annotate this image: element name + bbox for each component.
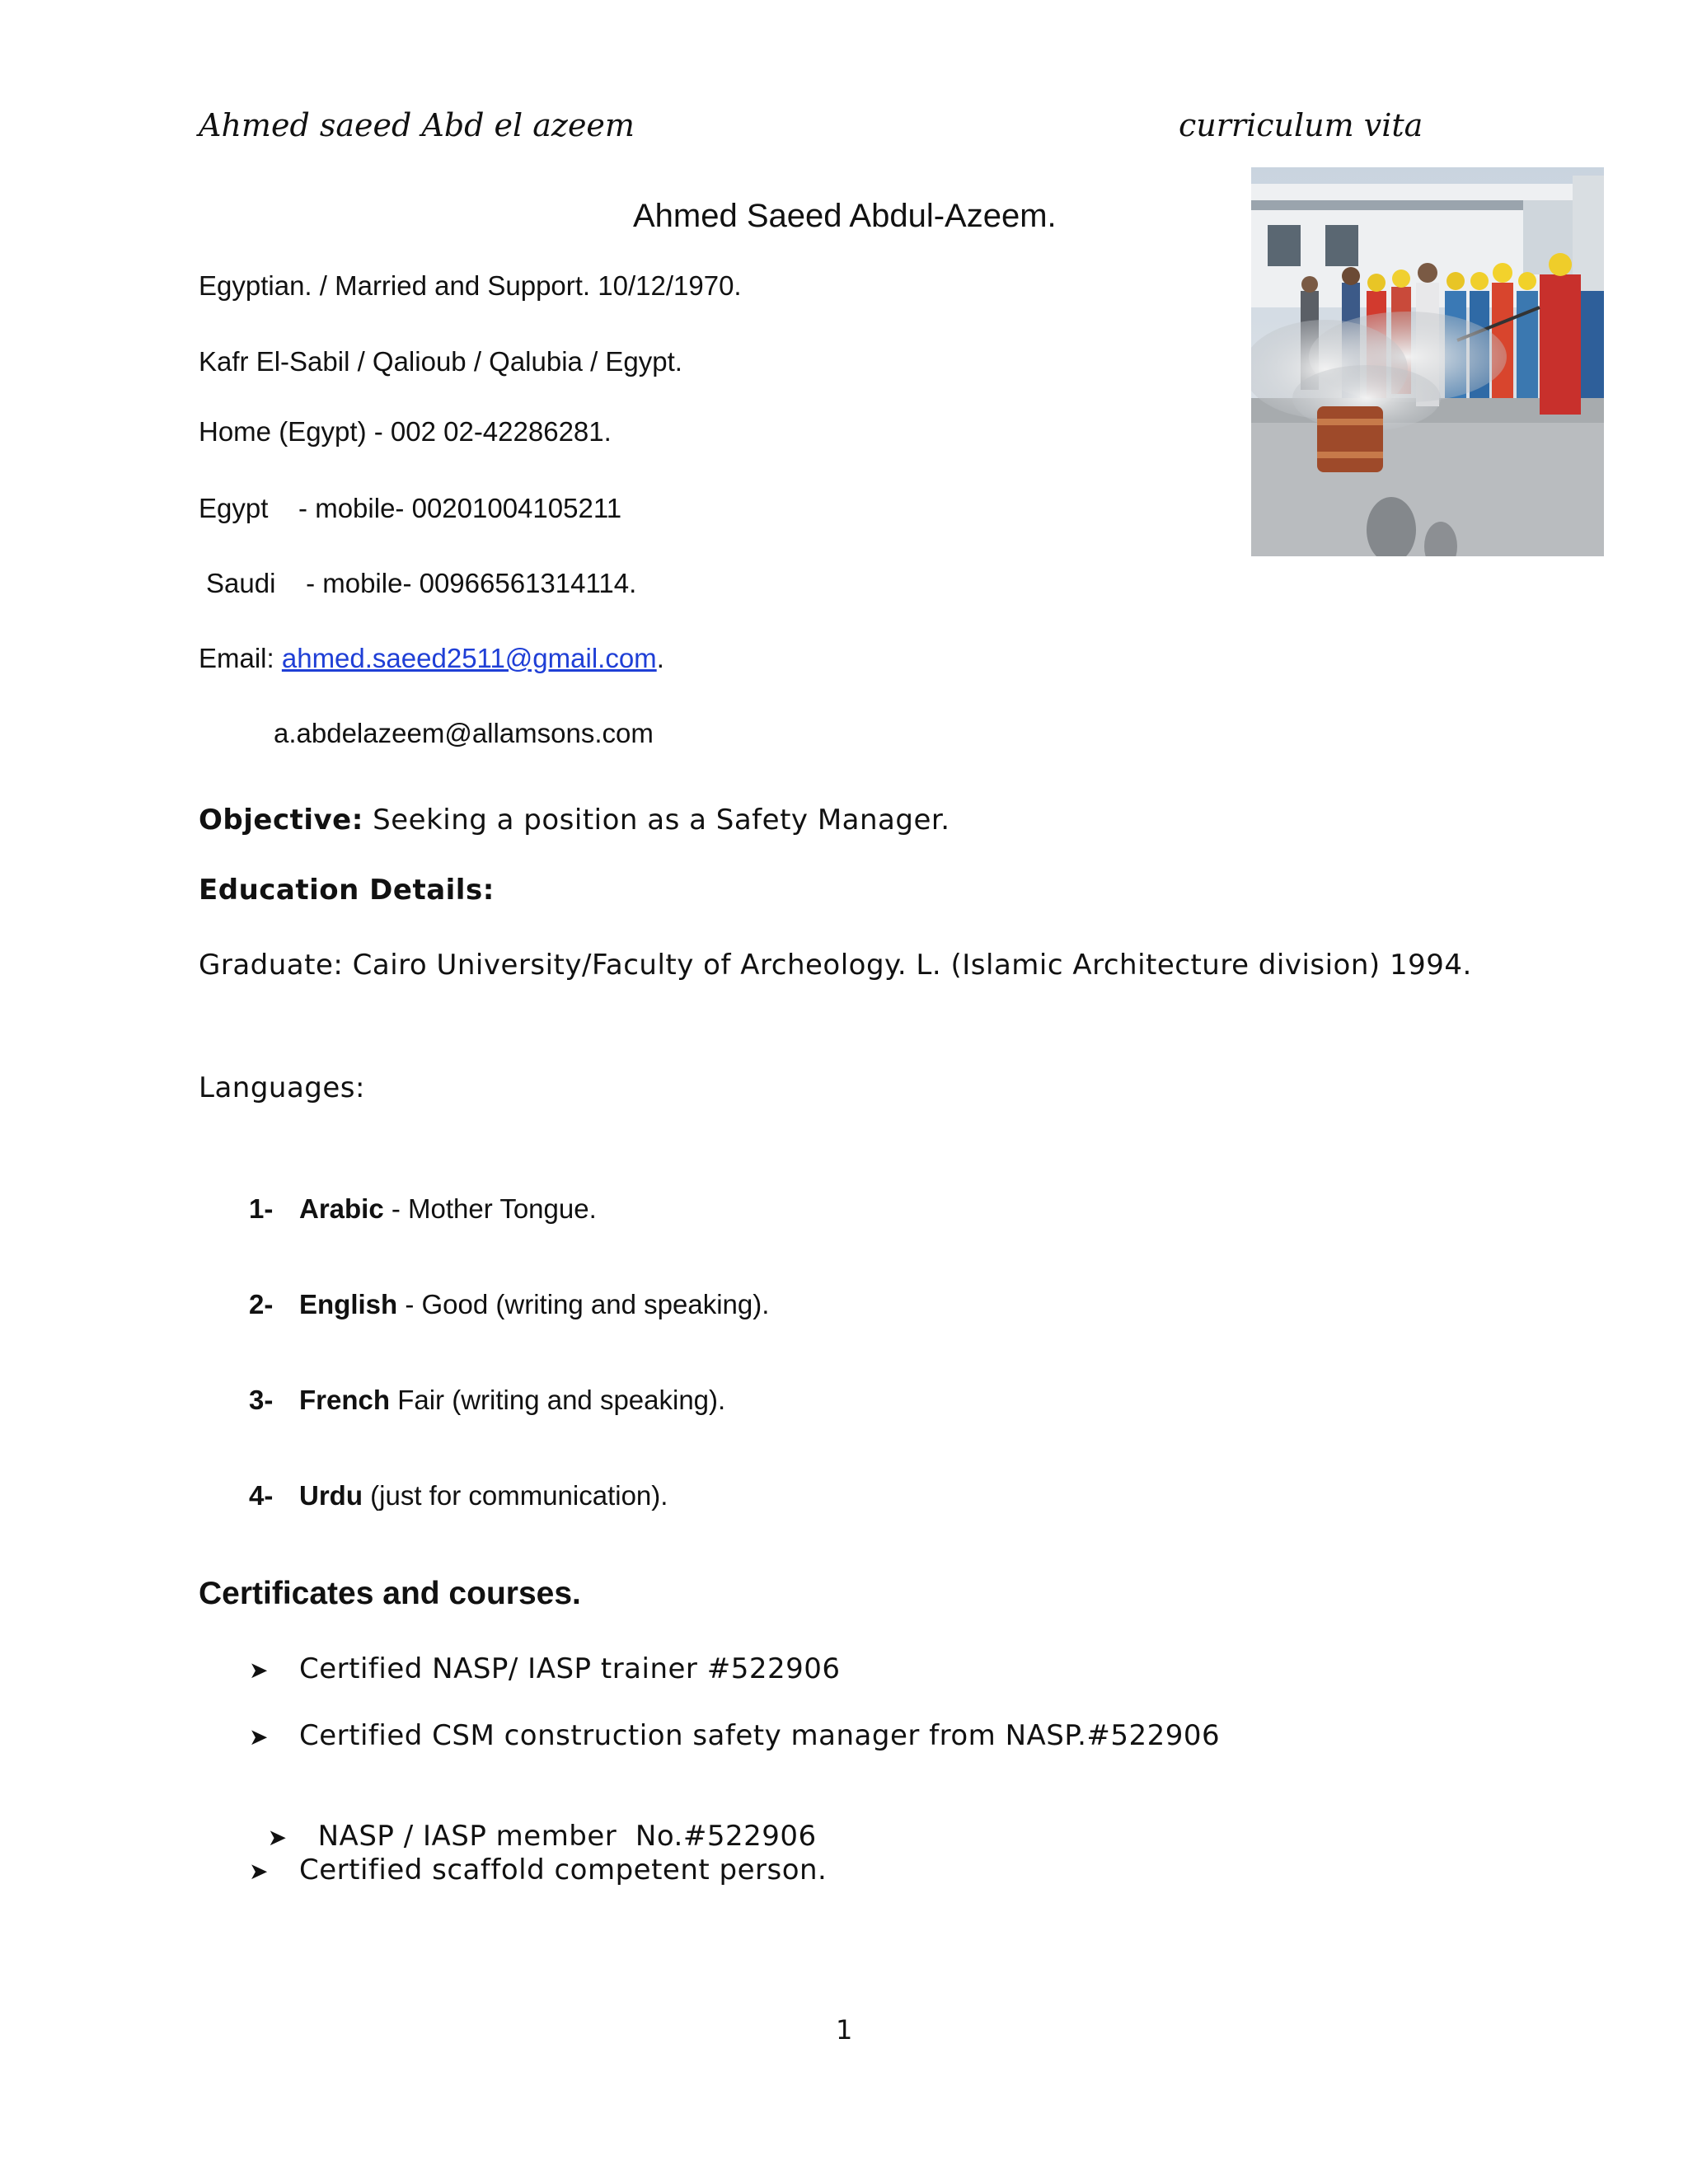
certificate-item xyxy=(249,1787,817,1853)
email-label: Email: xyxy=(199,643,282,673)
language-name: Arabic xyxy=(299,1193,384,1224)
language-name: English xyxy=(299,1289,398,1319)
egypt-mobile-line: Egypt - mobile- 00201004105211 xyxy=(199,493,622,523)
certificate-text: NASP / IASP member No.#522906 xyxy=(317,1820,817,1853)
language-item xyxy=(249,1385,725,1416)
email-link[interactable]: ahmed.saeed2511@gmail.com xyxy=(281,643,657,673)
profile-photo xyxy=(1251,167,1604,556)
certificate-text: Certified NASP/ IASP trainer #522906 xyxy=(299,1652,841,1685)
language-item xyxy=(249,1193,597,1225)
header-right: curriculum vita xyxy=(1179,107,1423,143)
list-number: 2- xyxy=(249,1289,274,1319)
address-line: Kafr El-Sabil / Qalioub / Qalubia / Egypt. xyxy=(199,346,682,377)
language-item xyxy=(249,1289,769,1320)
language-desc: - Good (writing and speaking). xyxy=(397,1289,770,1319)
list-number: 4- xyxy=(249,1480,274,1511)
language-item xyxy=(249,1480,668,1511)
certificate-item xyxy=(249,1719,1220,1752)
arrow-bullet-icon: ➤ xyxy=(267,1824,288,1851)
list-number: 3- xyxy=(249,1385,274,1415)
arrow-bullet-icon: ➤ xyxy=(249,1858,269,1885)
certificate-item xyxy=(249,1854,827,1886)
page-number: 1 xyxy=(836,2014,853,2046)
certificate-item xyxy=(249,1652,840,1685)
list-number: 1- xyxy=(249,1193,274,1224)
header-left: Ahmed saeed Abd el azeem xyxy=(199,107,635,143)
alternate-email: a.abdelazeem@allamsons.com xyxy=(274,718,654,748)
languages-heading: Languages: xyxy=(199,1071,365,1104)
language-desc: - Mother Tongue. xyxy=(383,1193,597,1224)
saudi-mobile-line: Saudi - mobile- 00966561314114. xyxy=(206,568,637,598)
objective-text: Seeking a position as a Safety Manager. xyxy=(363,804,950,837)
language-desc: (just for communication). xyxy=(363,1480,668,1511)
email-suffix: . xyxy=(656,643,664,673)
objective-line xyxy=(199,804,950,837)
certificate-text: Certified scaffold competent person. xyxy=(299,1854,828,1886)
education-heading: Education Details: xyxy=(199,874,495,907)
email-line xyxy=(199,643,664,674)
arrow-bullet-icon: ➤ xyxy=(249,1657,269,1684)
language-name: Urdu xyxy=(299,1480,363,1511)
education-line: Graduate: Cairo University/Faculty of Archeology. L. (Islamic Architecture division) 1994. xyxy=(199,949,1472,982)
language-desc: Fair (writing and speaking). xyxy=(390,1385,726,1415)
certificate-text: Certified CSM construction safety manager from NASP.#522906 xyxy=(299,1719,1221,1752)
certificates-heading: Certificates and courses. xyxy=(199,1576,581,1611)
arrow-bullet-icon: ➤ xyxy=(249,1723,269,1750)
objective-label: Objective: xyxy=(199,804,363,837)
home-phone-line: Home (Egypt) - 002 02-42286281. xyxy=(199,416,612,447)
full-name: Ahmed Saeed Abdul-Azeem. xyxy=(633,198,1057,234)
language-name: French xyxy=(299,1385,391,1415)
nationality-line: Egyptian. / Married and Support. 10/12/1970. xyxy=(199,270,742,301)
